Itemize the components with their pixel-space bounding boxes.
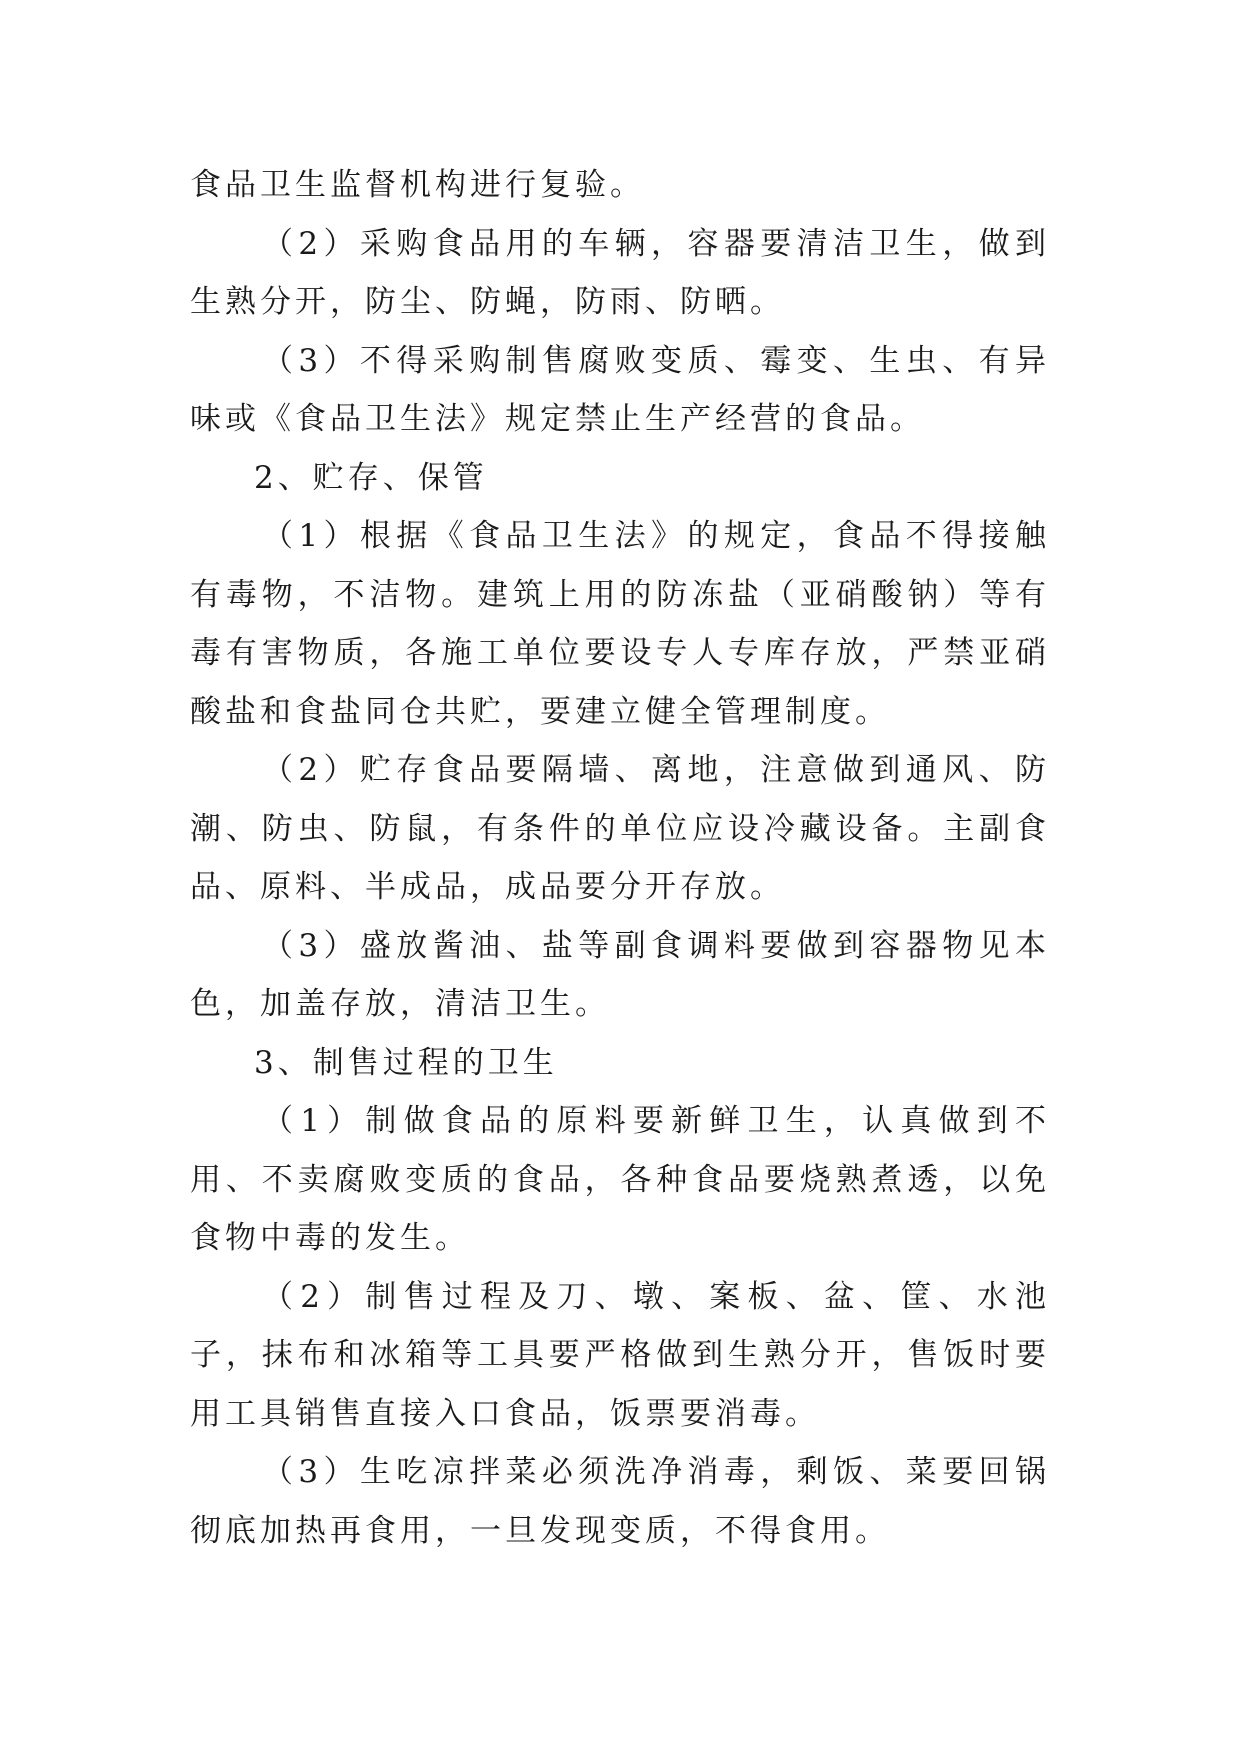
paragraph-storage-item-3: （3）盛放酱油、盐等副食调料要做到容器物见本色，加盖存放，清洁卫生。 bbox=[190, 927, 1050, 1022]
section-heading-process: 3、制售过程的卫生 bbox=[254, 1044, 558, 1081]
section-heading-storage: 2、贮存、保管 bbox=[254, 459, 488, 496]
paragraph-item-3-prohibited: （3）不得采购制售腐败变质、霉变、生虫、有异味或《食品卫生法》规定禁止生产经营的食品。 bbox=[190, 342, 1050, 437]
paragraph-storage-item-2: （2）贮存食品要隔墙、离地，注意做到通风、防潮、防虫、防鼠，有条件的单位应设冷藏设备。主副食品、原料、半成品，成品要分开存放。 bbox=[190, 752, 1050, 905]
document-body bbox=[190, 156, 1050, 1560]
paragraph-process-item-1: （1）制做食品的原料要新鲜卫生，认真做到不用、不卖腐败变质的食品，各种食品要烧熟煮透，以免食物中毒的发生。 bbox=[190, 1103, 1050, 1256]
paragraph-process-item-3: （3）生吃凉拌菜必须洗净消毒，剩饭、菜要回锅彻底加热再食用，一旦发现变质，不得食用。 bbox=[190, 1454, 1050, 1549]
paragraph-process-item-2: （2）制售过程及刀、墩、案板、盆、筐、水池子，抹布和冰箱等工具要严格做到生熟分开，售饭时要用工具销售直接入口食品，饭票要消毒。 bbox=[190, 1278, 1050, 1432]
paragraph-continuation: 食品卫生监督机构进行复验。 bbox=[190, 167, 645, 203]
paragraph-storage-item-1: （1）根据《食品卫生法》的规定，食品不得接触有毒物，不洁物。建筑上用的防冻盐（亚硝酸钠）等有毒有害物质，各施工单位要设专人专库存放，严禁亚硝酸盐和食盐同仓共贮，要建立健全管理制度。 bbox=[190, 518, 1050, 730]
paragraph-item-2-vehicles: （2）采购食品用的车辆，容器要清洁卫生，做到生熟分开，防尘、防蝇，防雨、防晒。 bbox=[190, 225, 1050, 320]
